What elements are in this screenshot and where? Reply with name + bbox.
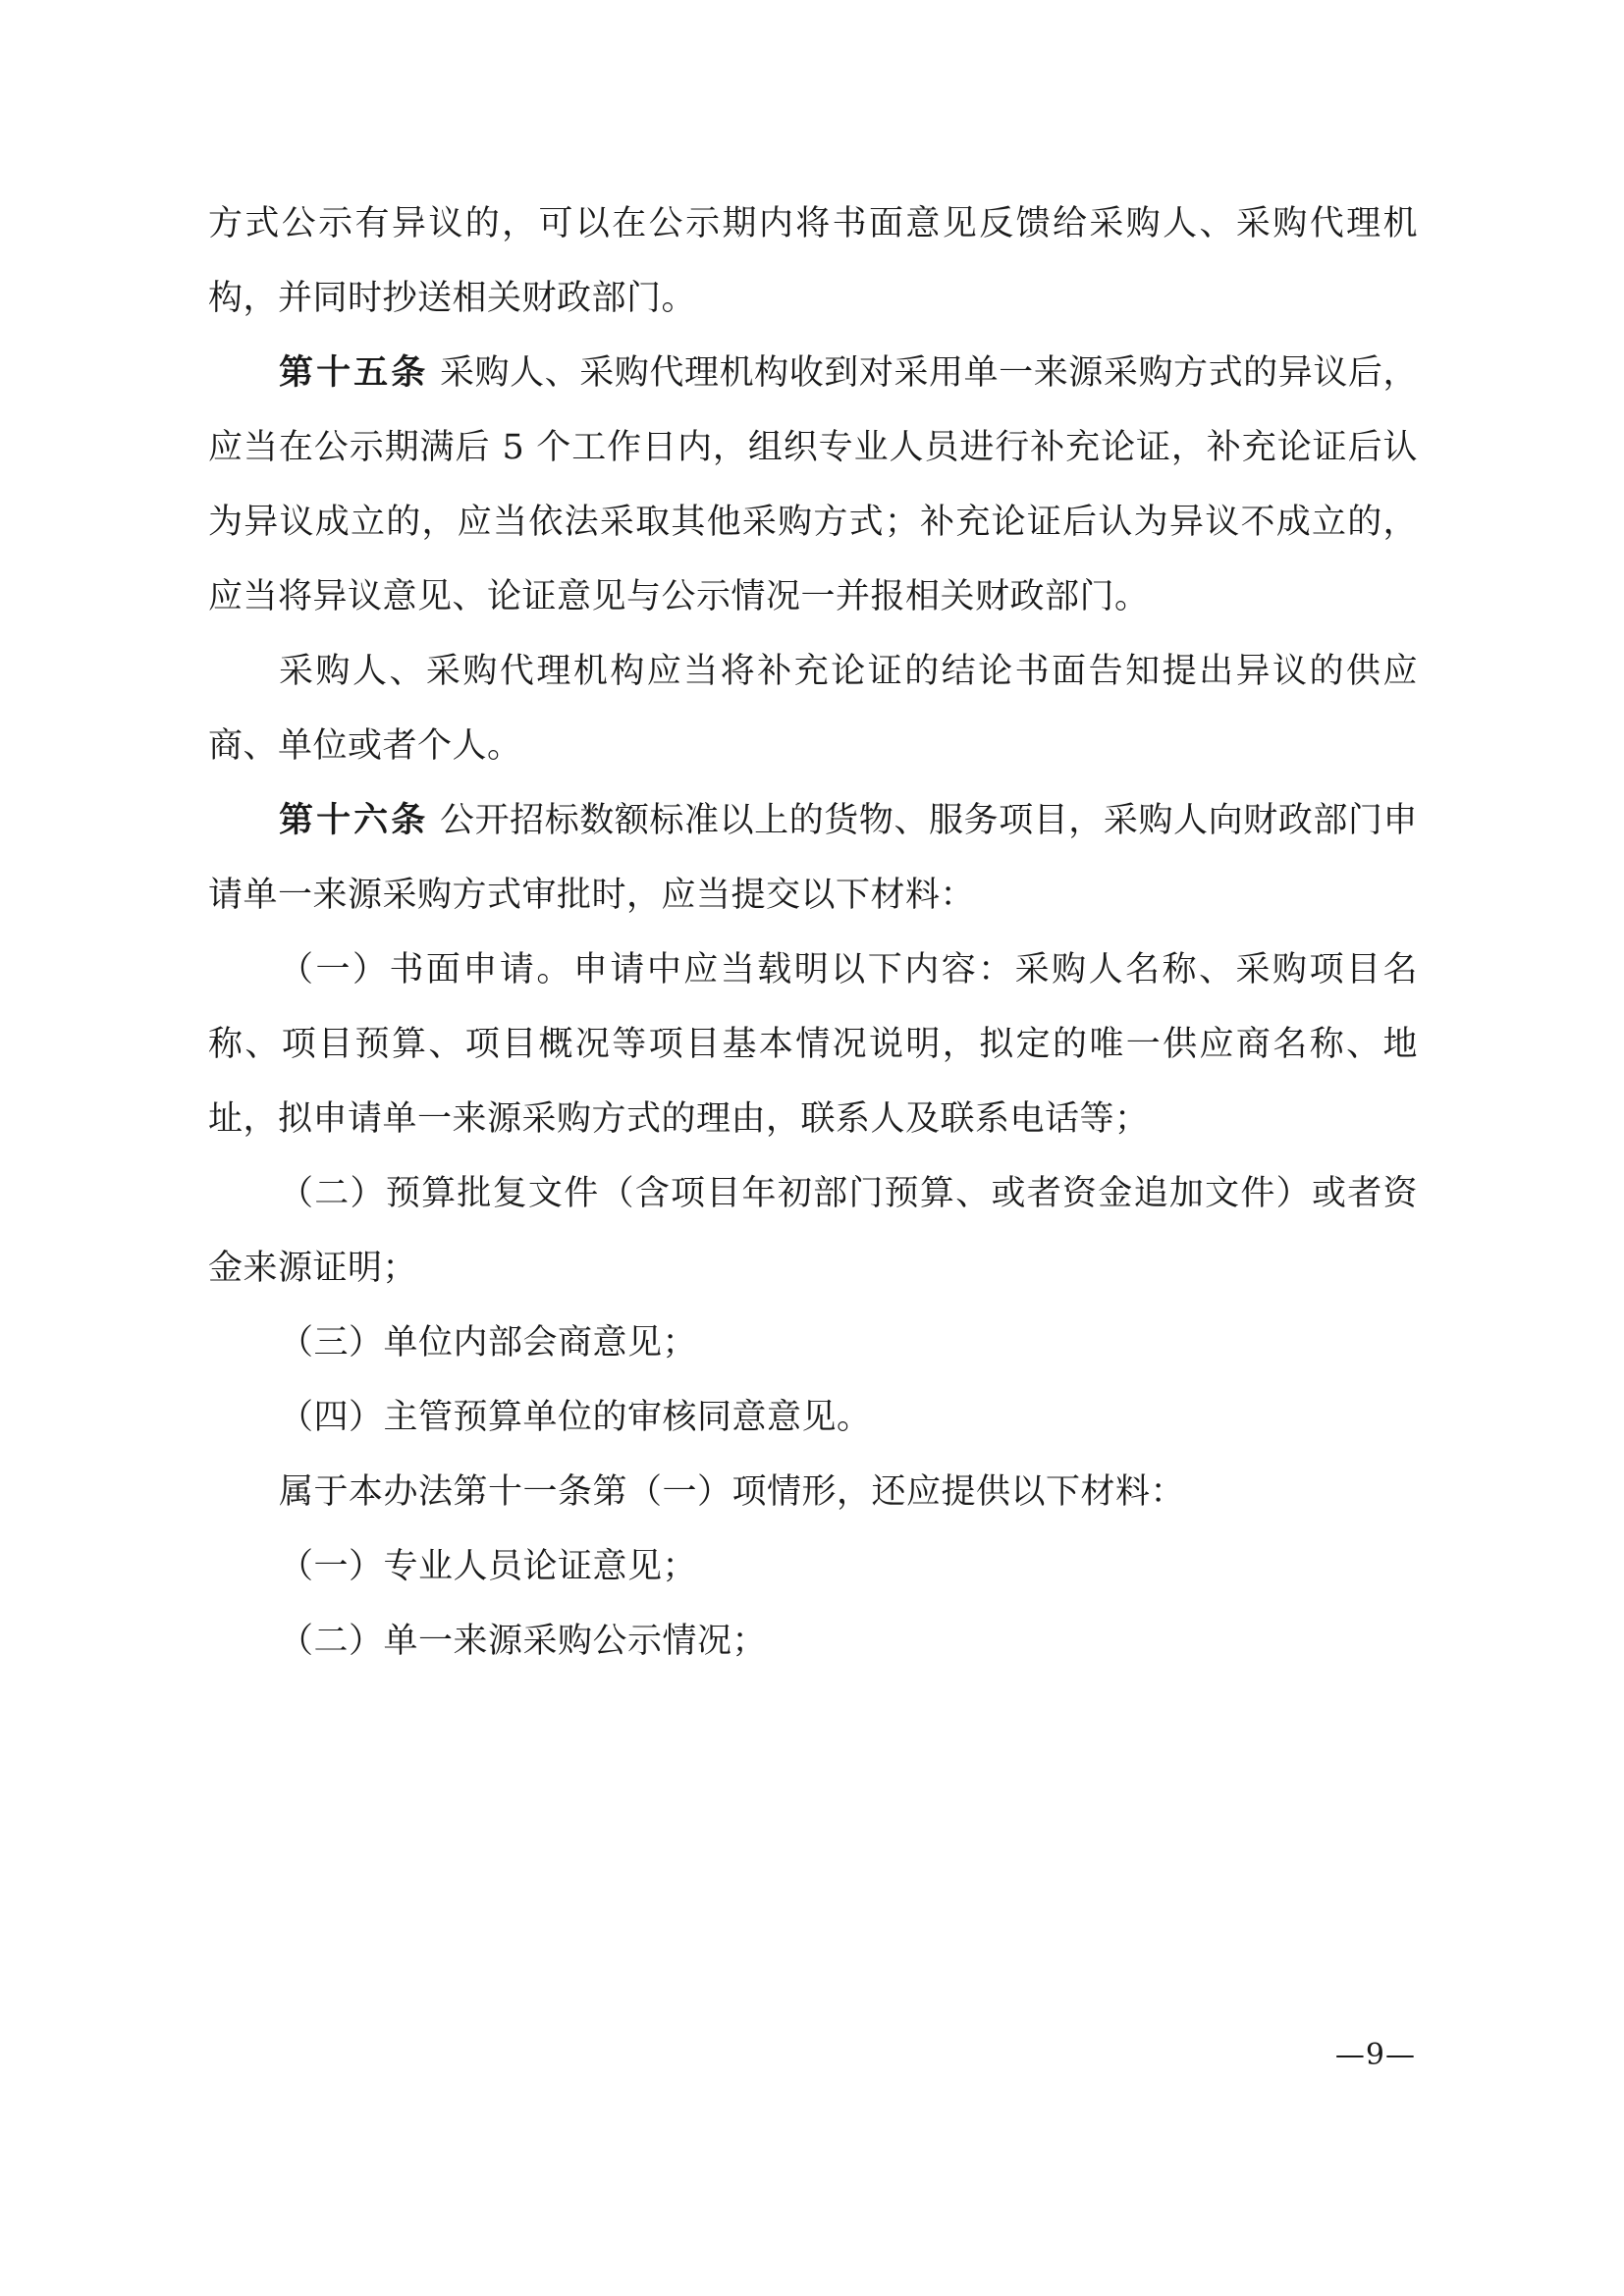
article-label: 第十五条: [279, 352, 429, 393]
paragraph-text: （二）预算批复文件（含项目年初部门预算、或者资金追加文件）或者资金来源证明；: [208, 1174, 1418, 1288]
paragraph: [208, 1380, 1418, 1455]
paragraph-text: （二）单一来源采购公示情况；: [279, 1622, 768, 1661]
paragraph-text: 采购人、采购代理机构应当将补充论证的结论书面告知提出异议的供应商、单位或者个人。: [208, 652, 1418, 766]
paragraph-text: 方式公示有异议的，可以在公示期内将书面意见反馈给采购人、采购代理机构，并同时抄送相关财政部门。: [208, 204, 1418, 318]
paragraph: [208, 1529, 1418, 1604]
paragraph-text: 属于本办法第十一条第（一）项情形，还应提供以下材料：: [279, 1472, 1186, 1512]
document-body: [208, 187, 1418, 1679]
paragraph: [208, 336, 1418, 634]
paragraph: [208, 187, 1418, 336]
paragraph: [208, 783, 1418, 933]
paragraph: [208, 634, 1418, 783]
paragraph: [208, 1156, 1418, 1306]
article-label: 第十六条: [279, 800, 429, 840]
paragraph: [208, 1455, 1418, 1529]
paragraph: [208, 1306, 1418, 1380]
paragraph-text: 采购人、采购代理机构收到对采用单一来源采购方式的异议后，应当在公示期满后 5 个工作日内，组织专业人员进行补充论证，补充论证后认为异议成立的，应当依法采取其他采购方式；补充论证后认为异议不成立的，应当将异议意见、论证意见与公示情况一并报相关财政部门。: [208, 353, 1418, 616]
paragraph-text: （三）单位内部会商意见；: [279, 1323, 698, 1362]
paragraph-text: 公开招标数额标准以上的货物、服务项目，采购人向财政部门申请单一来源采购方式审批时，应当提交以下材料：: [208, 801, 1418, 915]
paragraph-text: （一）书面申请。申请中应当载明以下内容：采购人名称、采购项目名称、项目预算、项目概况等项目基本情况说明，拟定的唯一供应商名称、地址，拟申请单一来源采购方式的理由，联系人及联系电话等；: [208, 950, 1418, 1139]
paragraph: [208, 933, 1418, 1156]
paragraph-text: （一）专业人员论证意见；: [279, 1547, 698, 1586]
page-number: —9—: [1334, 2038, 1416, 2072]
paragraph: [208, 1604, 1418, 1679]
paragraph-text: （四）主管预算单位的审核同意意见。: [279, 1398, 872, 1437]
